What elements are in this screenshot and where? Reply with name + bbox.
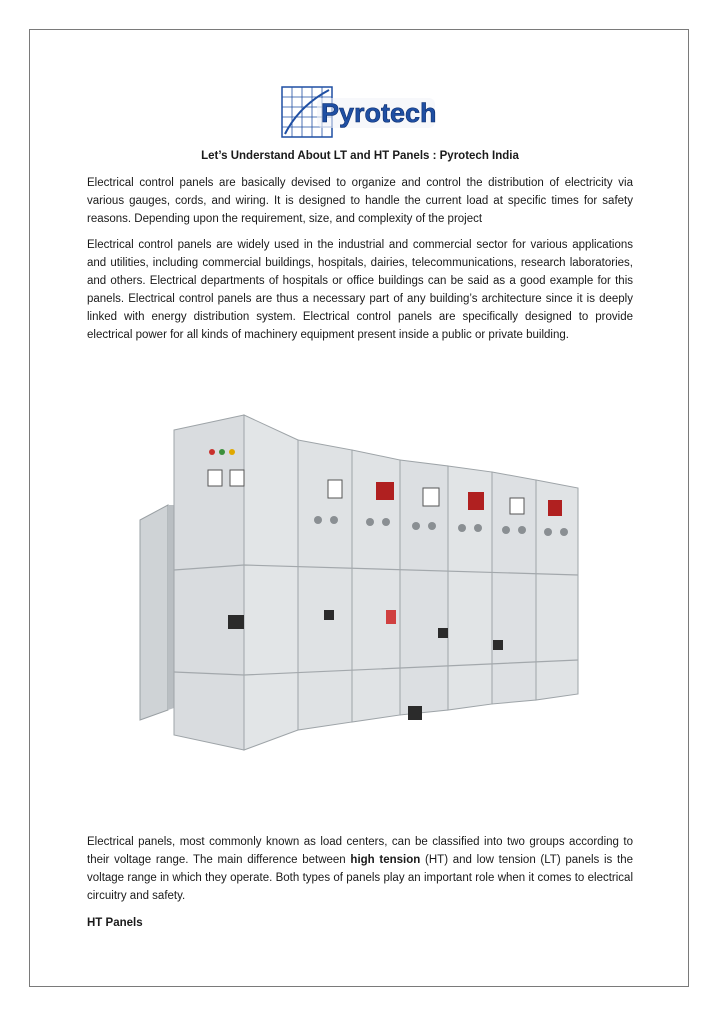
paragraph-1: Electrical control panels are basically devised to organize and control the distribution of electricity via various gauges, cords, and wiring. It is designed to handle the current load at specific times for safety reasons. Depending upon the requirement, size, and complexity of the project [87,177,633,225]
logo-text: Pyrotech [321,98,437,128]
section-heading-ht-panels: HT Panels [87,917,143,929]
panel-photo [138,410,588,770]
pyrotech-logo [281,86,439,138]
document-title: Let’s Understand About LT and HT Panels : Pyrotech India [201,150,519,162]
high-tension-bold: high tension [350,854,421,866]
paragraph-2: Electrical control panels are widely used in the industrial and commercial sector for various applications and utilities, including commercial buildings, hospitals, dairies, telecommunications, research laboratories, and others. Electrical departments of hospitals or office buildings can be said as a good example for this panels. Electrical control panels are thus a necessary part of any building’s architecture since it is deeply linked with energy distribution system. Electrical control panels are specifically designed to provide electrical power for all kinds of machinery equipment present inside a public or private building. [87,239,633,341]
paragraph-3: Electrical panels, most commonly known as load centers, can be classified into two groups according to their voltage range. The main difference between high tension (HT) and low tension (LT) panels is the voltage range in which they operate. Both types of panels play an important role when it comes to electrical circuitry and safety. [87,836,633,902]
